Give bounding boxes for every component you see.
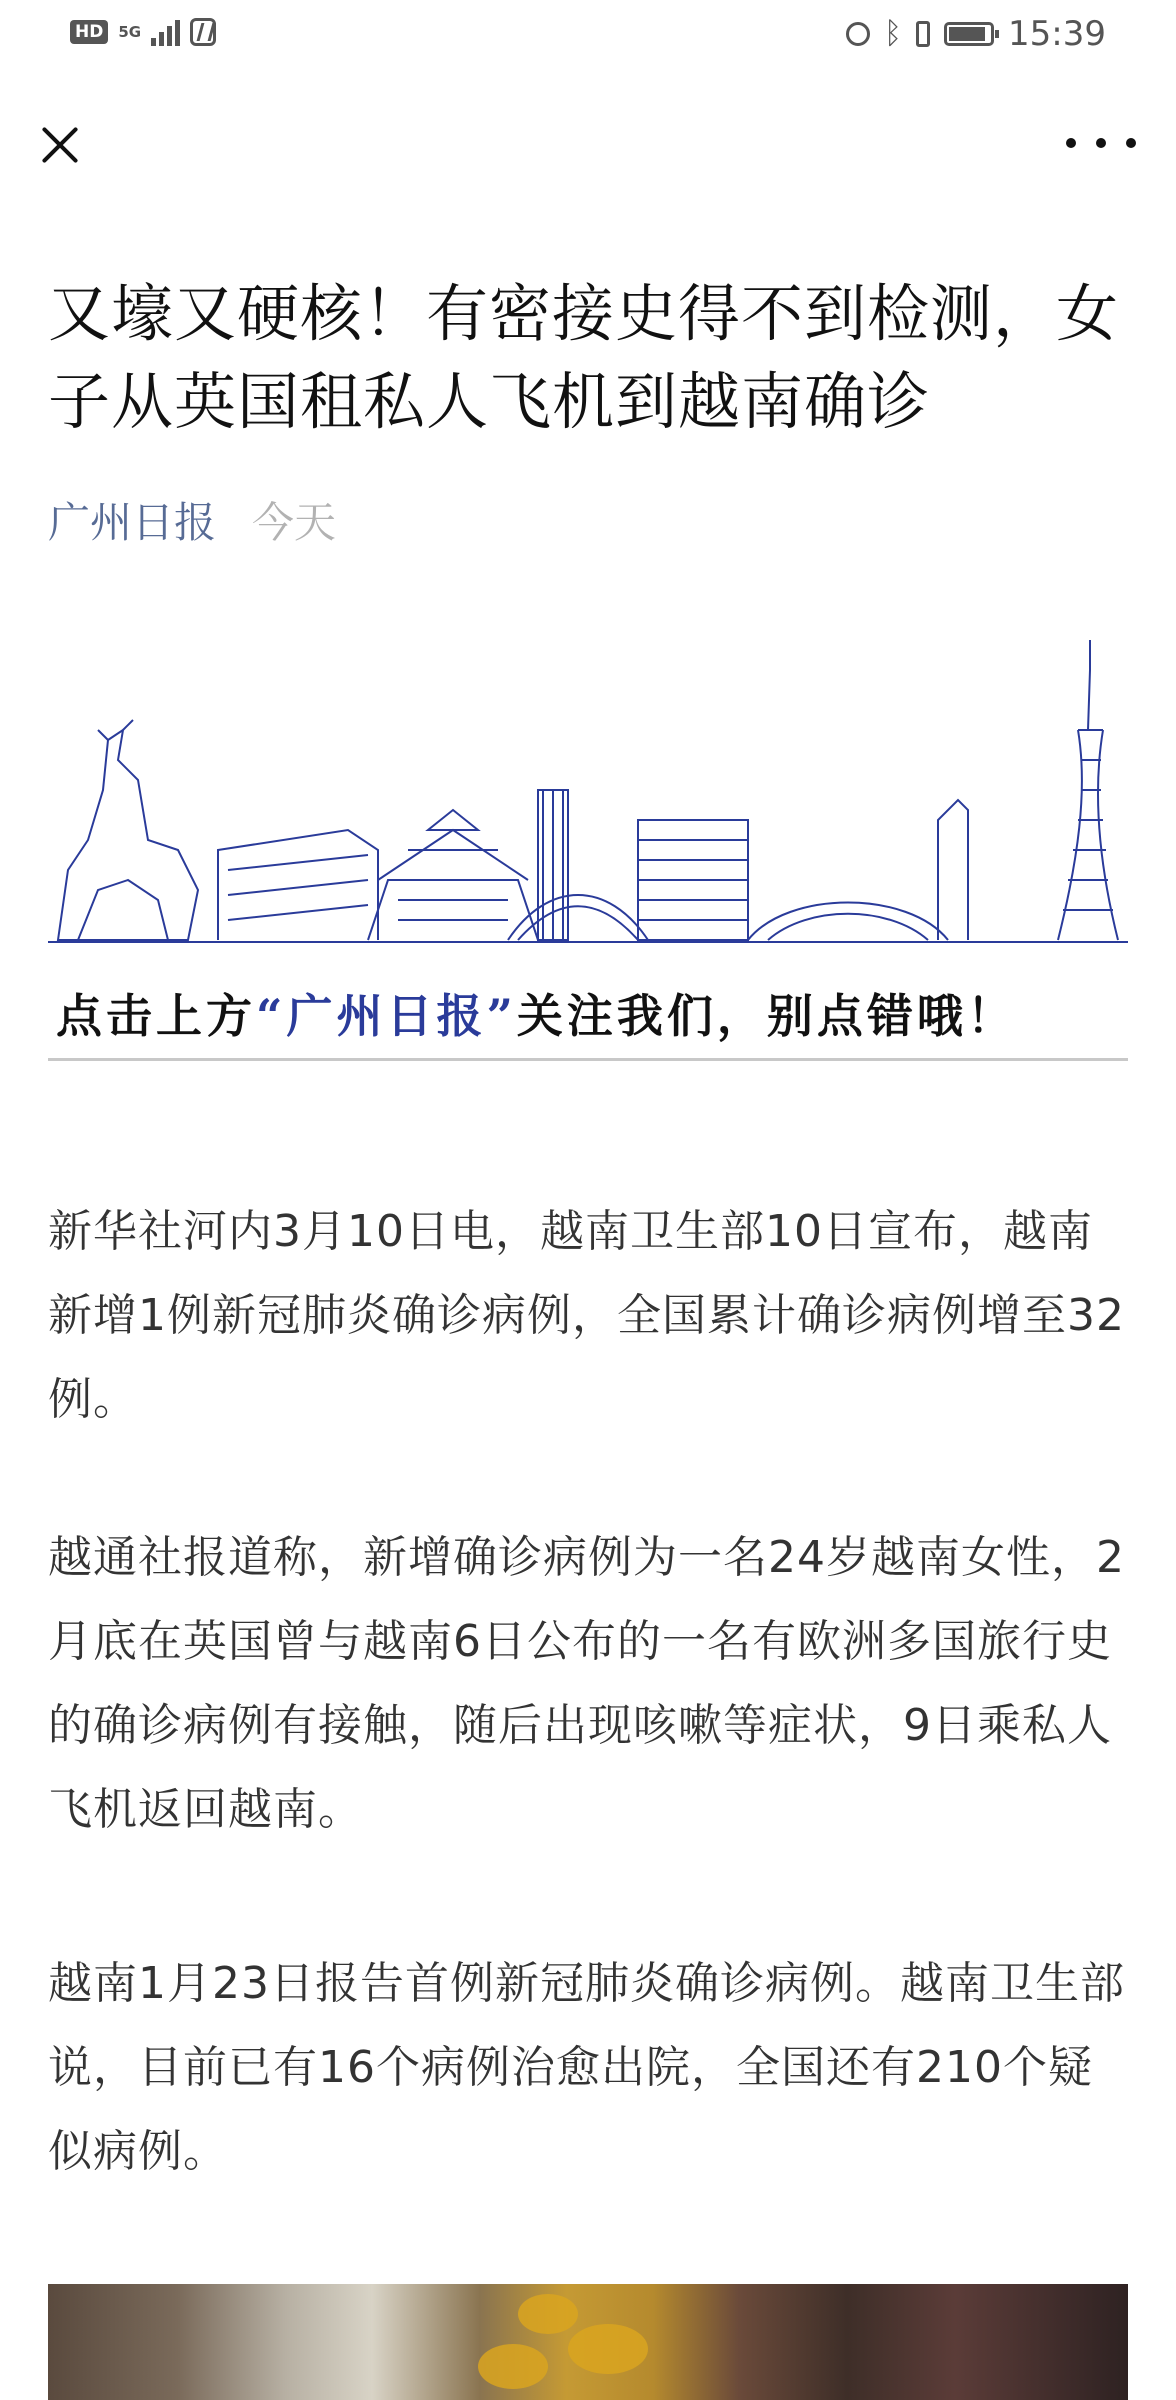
city-skyline-illustration xyxy=(48,640,1128,960)
close-icon[interactable] xyxy=(30,115,90,175)
network-type: 5G xyxy=(118,23,142,41)
article-meta xyxy=(48,490,336,550)
status-bar xyxy=(0,0,1176,72)
paragraph-3: 越南1月23日报告首例新冠肺炎确诊病例。越南卫生部说，目前已有16个病例治愈出院，全国还有210个疑似病例。 xyxy=(48,1958,1125,2177)
banner-caption-pre: 点击上方 xyxy=(56,989,256,1043)
vibrate-icon xyxy=(916,21,930,47)
photo-foliage xyxy=(518,2294,578,2334)
publish-date: 今天 xyxy=(252,498,337,547)
status-right xyxy=(846,14,1106,54)
alarm-icon xyxy=(846,22,870,46)
banner-caption xyxy=(56,980,1126,1046)
banner-caption-post: 关注我们，别点错哦！ xyxy=(516,989,1017,1043)
article-title: 又壕又硬核！有密接史得不到检测，女子从英国租私人飞机到越南确诊 xyxy=(48,277,1120,438)
battery-icon xyxy=(944,22,994,46)
author-link[interactable]: 广州日报 xyxy=(48,498,217,547)
paragraph-2: 越通社报道称，新增确诊病例为一名24岁越南女性，2月底在英国曾与越南6日公布的一名有欧洲多国旅行史的确诊病例有接触，随后出现咳嗽等症状，9日乘私人飞机返回越南。 xyxy=(48,1532,1125,1835)
signal-icon xyxy=(151,18,180,46)
paragraph-1: 新华社河内3月10日电，越南卫生部10日宣布，越南新增1例新冠肺炎确诊病例，全国累计确诊病例增至32例。 xyxy=(48,1206,1125,1425)
status-left xyxy=(70,18,216,46)
banner-caption-highlight: “广州日报” xyxy=(256,989,517,1043)
status-time: 15:39 xyxy=(1008,14,1106,54)
article-photo[interactable] xyxy=(48,2284,1128,2400)
photo-foliage xyxy=(478,2344,548,2389)
follow-banner[interactable] xyxy=(48,640,1128,1060)
hd-badge: HD xyxy=(70,20,108,44)
bluetooth-icon: ᛒ xyxy=(884,16,903,51)
banner-divider xyxy=(48,1058,1128,1061)
nfc-icon xyxy=(190,18,216,46)
more-icon[interactable] xyxy=(1066,128,1136,158)
photo-foliage xyxy=(568,2324,648,2374)
